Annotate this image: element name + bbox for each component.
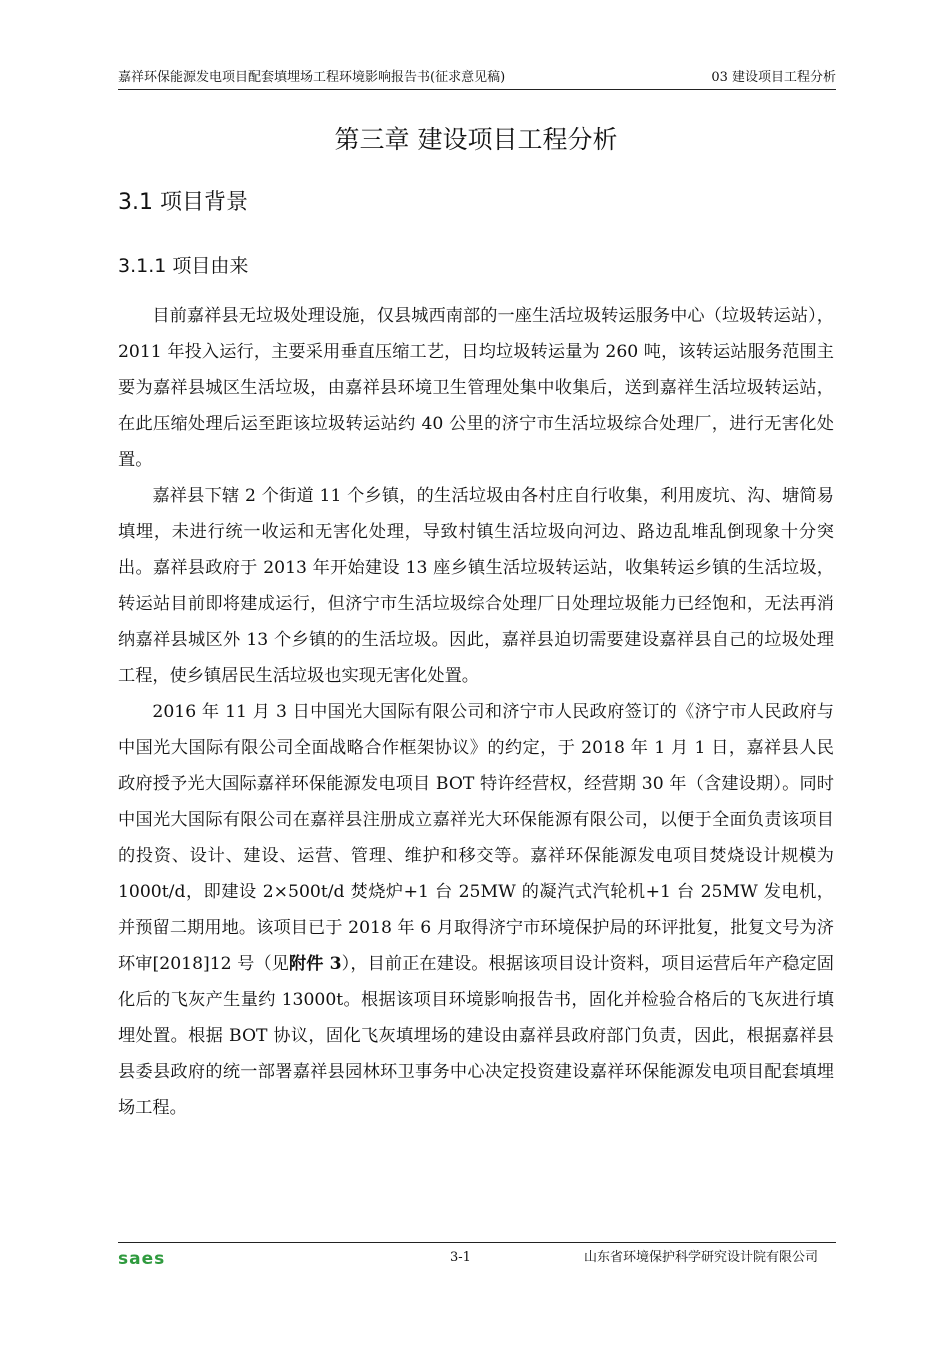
page-footer [118,1246,836,1272]
page-header [118,68,836,90]
company-logo [118,1250,182,1277]
paragraph-3-text-b: ），目前正在建设。根据该项目设计资料，项目运营后年产稳定固化后的飞灰产生量约 13000t。根据该项目环境影响报告书，固化并检验合格后的飞灰进行填埋处置。根据 BOT 协议，固化飞灰填埋场的建设由嘉祥县政府部门负责，因此，根据嘉祥县县委县政府的统一部署嘉祥县园林环卫事务中心决定投资建设嘉祥环保能源发电项目配套填埋场工程。 [118,954,834,1118]
page-number: 3-1 [450,1250,471,1265]
section-heading: 3.1 项目背景 [118,190,248,215]
header-divider [118,89,836,90]
subsection-heading: 3.1.1 项目由来 [118,255,249,277]
report-title: 嘉祥环保能源发电项目配套填埋场工程环境影响报告书(征求意见稿) [118,70,506,85]
saes-logo-icon [118,1250,182,1268]
body-text [118,298,834,1126]
attachment-reference: 附件 3 [288,954,342,974]
footer-divider [118,1242,836,1243]
organization-name: 山东省环境保护科学研究设计院有限公司 [583,1250,818,1265]
chapter-title: 第三章 建设项目工程分析 [334,125,618,154]
paragraph-3-text-a: 2016 年 11 月 3 日中国光大国际有限公司和济宁市人民政府签订的《济宁市人民政府与中国光大国际有限公司全面战略合作框架协议》的约定，于 2018 年 1 月 1 日，嘉祥县人民政府授予光大国际嘉祥环保能源发电项目 BOT 特许经营权，经营期 30 年（含建设期）。同时中国光大国际有限公司在嘉祥县注册成立嘉祥光大环保能源有限公司，以便于全面负责该项目的投资、设计、建设、运营、管理、维护和移交等。嘉祥环保能源发电项目焚烧设计规模为 1000t/d，即建设 2×500t/d 焚烧炉+1 台 25MW 的凝汽式汽轮机+1 台 25MW 发电机，并预留二期用地。该项目已于 2018 年 6 月取得济宁市环境保护局的环评批复，批复文号为济环审[2018]12 号（见 [118,702,834,974]
paragraph-2: 嘉祥县下辖 2 个街道 11 个乡镇，的生活垃圾由各村庄自行收集，利用废坑、沟、塘简易填埋，未进行统一收运和无害化处理，导致村镇生活垃圾向河边、路边乱堆乱倒现象十分突出。嘉祥县政府于 2013 年开始建设 13 座乡镇生活垃圾转运站，收集转运乡镇的生活垃圾，转运站目前即将建成运行，但济宁市生活垃圾综合处理厂日处理垃圾能力已经饱和，无法再消纳嘉祥县城区外 13 个乡镇的的生活垃圾。因此，嘉祥县迫切需要建设嘉祥县自己的垃圾处理工程，使乡镇居民生活垃圾也实现无害化处置。 [118,486,834,686]
svg-text:saes: saes [118,1250,166,1268]
paragraph-1: 目前嘉祥县无垃圾处理设施，仅县城西南部的一座生活垃圾转运服务中心（垃圾转运站），2011 年投入运行，主要采用垂直压缩工艺，日均垃圾转运量为 260 吨，该转运站服务范围主要为嘉祥县城区生活垃圾，由嘉祥县环境卫生管理处集中收集后，送到嘉祥生活垃圾转运站，在此压缩处理后运至距该垃圾转运站约 40 公里的济宁市生活垃圾综合处理厂，进行无害化处置。 [118,306,834,470]
section-label: 03 建设项目工程分析 [711,70,836,85]
paragraph-3 [118,694,834,1126]
